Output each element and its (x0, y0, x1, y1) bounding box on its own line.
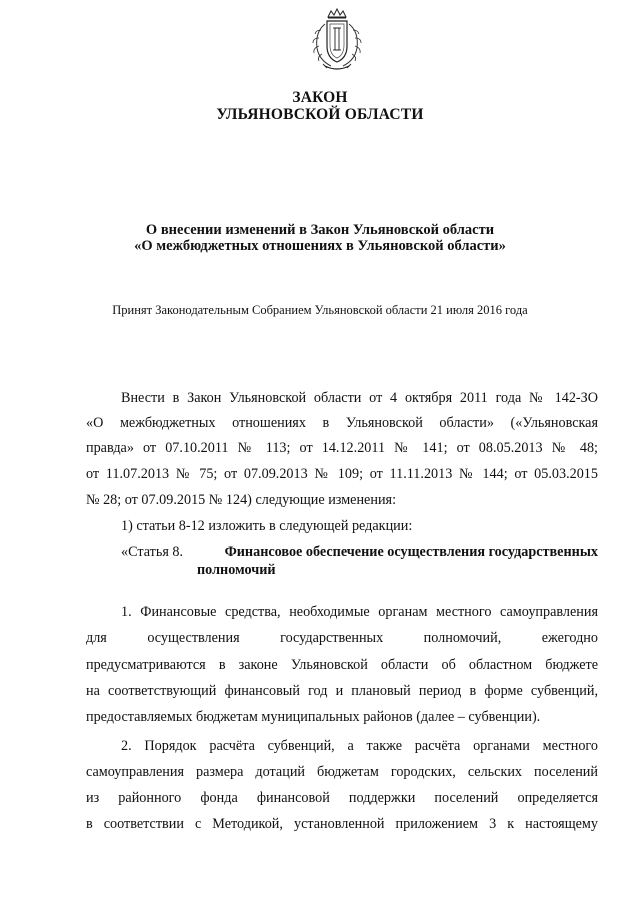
intro-line2: «О межбюджетных отношениях в Ульяновской области» («Ульяновская (86, 415, 598, 431)
law-title-line2: УЛЬЯНОВСКОЙ ОБЛАСТИ (216, 106, 424, 123)
document-heading-line1: О внесении изменений в Закон Ульяновской области (145, 222, 495, 238)
paragraph2-line1: 2. Порядок расчёта субвенций, а также расчёта органами местного (121, 738, 598, 754)
article8-title-line2: полномочий (197, 562, 276, 578)
intro-line1: Внести в Закон Ульяновской области от 4 октября 2011 года № 142-ЗО (121, 390, 598, 406)
article8-title-line1: Финансовое обеспечение осуществления государственных (224, 544, 598, 560)
article8-prefix: «Статья 8. (121, 544, 184, 560)
document-heading-line2: «О межбюджетных отношениях в Ульяновской области» (134, 238, 506, 254)
intro-line3: правда» от 07.10.2011 № 113; от 14.12.2011 № 141; от 08.05.2013 № 48; (86, 440, 598, 456)
paragraph1-line2: для осуществления государственных полномочий, ежегодно (86, 630, 598, 646)
item1-text: 1) статьи 8-12 изложить в следующей редакции: (121, 518, 413, 534)
paragraph1-line5: предоставляемых бюджетам муниципальных районов (далее – субвенции). (86, 709, 541, 725)
adoption-note: Принят Законодательным Собранием Ульяновской области 21 июля 2016 года (112, 303, 528, 317)
paragraph2-line4: в соответствии с Методикой, установленной приложением 3 к настоящему (86, 816, 598, 832)
paragraph1-line4: на соответствующий финансовый год и плановый период в форме субвенций, (86, 683, 598, 699)
article8-heading (121, 543, 598, 579)
paragraph2-line2: самоуправления размера дотаций бюджетам городских, сельских поселений (86, 764, 598, 780)
intro-line5: № 28; от 07.09.2015 № 124) следующие изменения: (86, 492, 397, 508)
paragraph2-line3: из районного фонда финансовой поддержки поселений определяется (86, 790, 598, 806)
law-title-line1: ЗАКОН (292, 89, 348, 106)
paragraph1-line1: 1. Финансовые средства, необходимые органам местного самоуправления (121, 604, 598, 620)
paragraph1-line3: предусматриваются в законе Ульяновской области об областном бюджете (86, 657, 598, 673)
intro-line4: от 11.07.2013 № 75; от 07.09.2013 № 109; от 11.11.2013 № 144; от 05.03.2015 (86, 466, 598, 482)
ulyanovsk-coat-of-arms-icon (301, 8, 373, 76)
